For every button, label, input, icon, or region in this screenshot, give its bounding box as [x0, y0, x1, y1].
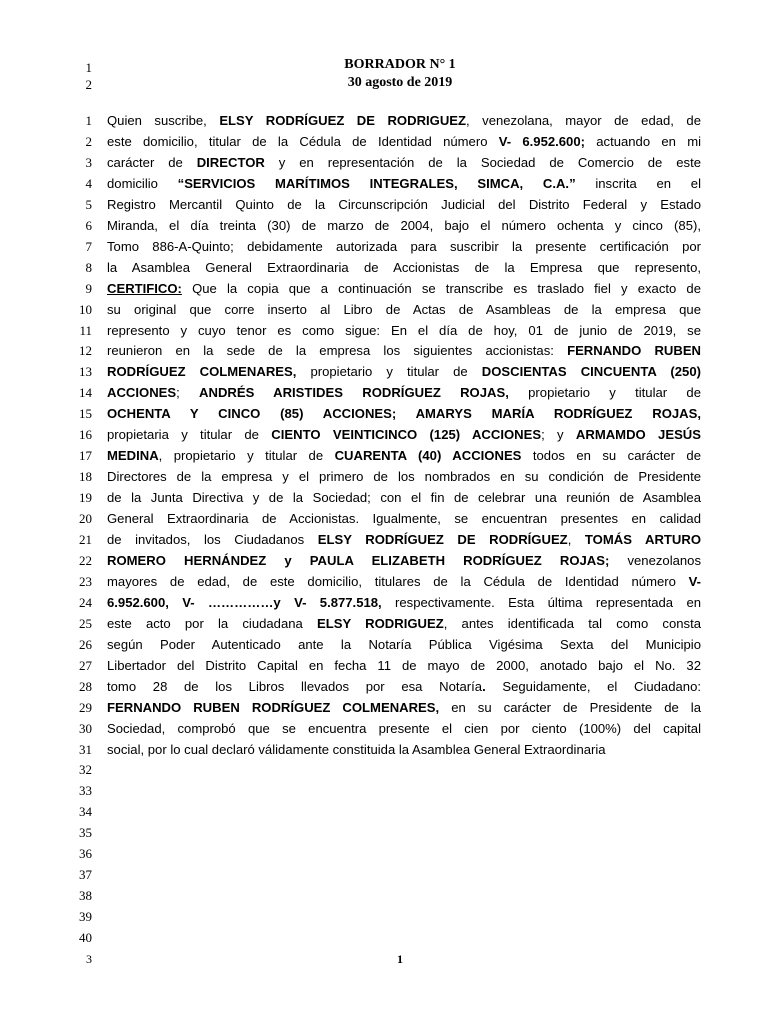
text-segment: todos en su carácter de	[521, 448, 701, 464]
text-segment: Libertador del Distrito Capital en fecha 11 de mayo de 2000, anotado bajo el No. 32	[107, 657, 701, 673]
text-line	[0, 215, 768, 236]
text-line	[0, 843, 768, 864]
text-segment: , venezolana, mayor de edad, de	[466, 113, 701, 128]
text-line	[0, 759, 768, 780]
text-line	[0, 613, 768, 634]
text-segment: Que la copia que a continuación se transcribe es traslado fiel y exacto de	[181, 280, 701, 296]
bold-text: TOMÁS ARTURO	[584, 532, 702, 547]
line-number: 33	[79, 783, 92, 799]
line-text	[107, 361, 701, 382]
text-segment: este domicilio, titular de la Cédula de Identidad número	[107, 133, 499, 149]
line-number: 27	[79, 657, 92, 673]
line-text	[107, 110, 701, 131]
line-number: 24	[79, 594, 92, 610]
line-text	[107, 236, 701, 257]
text-line	[0, 676, 768, 697]
line-number: 14	[79, 385, 92, 401]
text-segment: propietario y titular de	[296, 364, 482, 380]
line-text	[107, 592, 701, 613]
text-segment: venezolanos	[609, 552, 701, 568]
text-segment: inscrita en el	[575, 175, 701, 191]
text-segment: Miranda, el día treinta (30) de marzo de 2004, bajo el número ochenta y cinco (85),	[107, 217, 701, 233]
bold-text: CERTIFICO:	[107, 280, 182, 296]
text-segment: respectivamente. Esta última representada en	[381, 594, 702, 610]
line-text	[107, 173, 701, 194]
document-date: 30 agosto de 2019	[347, 75, 453, 90]
text-segment: social, por lo cual declaró válidamente constituida la Asamblea General Extraordinaria	[107, 741, 606, 757]
text-segment: tomo 28 de los Libros llevados por esa Notaría	[107, 678, 483, 694]
line-text	[107, 571, 701, 592]
text-segment: propietario y titular de	[508, 385, 701, 401]
line-number: 16	[79, 427, 92, 443]
text-segment: Sociedad, comprobó que se encuentra presente el cien por ciento (100%) del capital	[107, 720, 701, 736]
bold-text: CIENTO VEINTICINCO (125) ACCIONES	[271, 427, 542, 443]
bold-text: MEDINA	[107, 448, 159, 464]
bold-text: ELSY RODRÍGUEZ DE RODRIGUEZ	[219, 113, 467, 128]
header-line-number: 2	[85, 77, 92, 92]
text-line	[0, 131, 768, 152]
line-text	[107, 676, 701, 697]
text-segment: y en representación de la Sociedad de Comercio de este	[264, 154, 701, 170]
line-text	[107, 634, 701, 655]
text-segment: ; y	[541, 427, 576, 443]
text-segment: en su carácter de Presidente de la	[439, 699, 702, 715]
text-line	[0, 466, 768, 487]
line-number: 3	[85, 154, 92, 170]
text-line	[0, 403, 768, 424]
bold-text: ANDRÉS ARISTIDES RODRÍGUEZ ROJAS,	[199, 385, 509, 401]
text-line	[0, 550, 768, 571]
text-segment: de la Junta Directiva y de la Sociedad; con el fin de celebrar una reunión de Asamblea	[107, 490, 701, 506]
text-segment: actuando en mi	[584, 133, 702, 149]
bold-text: 6.952.600, V- ……………y V- 5.877.518,	[107, 594, 382, 610]
line-text	[107, 529, 701, 550]
text-line	[0, 864, 768, 885]
line-number: 26	[79, 636, 92, 652]
text-segment: su original que corre inserto al Libro de Actas de Asambleas de la empresa que	[107, 301, 701, 317]
bold-text: OCHENTA Y CINCO (85) ACCIONES; AMARYS MARÍA RODRÍGUEZ ROJAS,	[107, 406, 701, 422]
line-number: 9	[85, 280, 92, 296]
line-number: 22	[79, 552, 92, 568]
line-number: 7	[85, 238, 92, 254]
text-segment: de invitados, los Ciudadanos	[107, 532, 318, 547]
bold-text: ROMERO HERNÁNDEZ y PAULA ELIZABETH RODRÍGUEZ ROJAS;	[107, 552, 610, 568]
line-text	[107, 424, 701, 445]
line-number: 10	[79, 301, 92, 317]
bold-text: FERNANDO RUBEN RODRÍGUEZ COLMENARES,	[107, 699, 440, 715]
text-segment: ,	[567, 532, 585, 547]
line-text	[107, 278, 701, 299]
text-segment: propietaria y titular de	[107, 427, 272, 443]
line-text	[107, 299, 701, 320]
text-segment: reunieron en la sede de la empresa los siguientes accionistas:	[107, 343, 568, 359]
text-line	[0, 885, 768, 906]
text-segment: General Extraordinaria de Accionistas. Igualmente, se encuentran presentes en calidad	[107, 511, 701, 527]
bold-text: V- 6.952.600;	[498, 133, 585, 149]
text-line	[0, 278, 768, 299]
text-line	[0, 927, 768, 948]
bold-text: RODRÍGUEZ COLMENARES,	[107, 364, 297, 380]
line-number: 38	[79, 888, 92, 904]
line-number: 40	[79, 930, 92, 946]
text-line	[0, 299, 768, 320]
line-number: 13	[79, 364, 92, 380]
line-text	[107, 508, 701, 529]
text-line	[0, 340, 768, 361]
line-number: 23	[79, 573, 92, 589]
line-number: 11	[79, 322, 92, 338]
page-number: 1	[397, 952, 403, 966]
text-segment: Tomo 886-A-Quinto; debidamente autorizada para suscribir la presente certificación por	[107, 238, 701, 254]
text-line	[0, 257, 768, 278]
line-text	[107, 613, 701, 634]
line-number: 19	[79, 490, 92, 506]
text-segment: Registro Mercantil Quinto de la Circunscripción Judicial del Distrito Federal y Estado	[107, 196, 701, 212]
line-text	[107, 550, 701, 571]
text-line	[0, 780, 768, 801]
bold-text: “SERVICIOS MARÍTIMOS INTEGRALES, SIMCA, C.A.”	[177, 175, 576, 191]
line-text	[107, 403, 701, 424]
text-segment: Quien suscribe,	[107, 113, 220, 128]
line-number: 35	[79, 825, 92, 841]
text-line	[0, 382, 768, 403]
line-number: 1	[85, 113, 92, 128]
text-line	[0, 571, 768, 592]
text-segment: , antes identificada tal como consta	[443, 615, 702, 631]
line-number: 20	[79, 511, 92, 527]
text-segment: carácter de	[107, 154, 197, 170]
text-line	[0, 173, 768, 194]
text-line	[0, 194, 768, 215]
text-segment: este acto por la ciudadana	[107, 615, 317, 631]
text-line	[0, 320, 768, 341]
text-line	[0, 906, 768, 927]
line-number: 21	[79, 532, 92, 547]
line-number: 28	[79, 678, 92, 694]
line-text	[107, 697, 701, 718]
bold-text: FERNANDO RUBEN	[567, 343, 702, 359]
document-title: BORRADOR N° 1	[344, 57, 456, 72]
line-number: 25	[79, 615, 92, 631]
text-line	[0, 529, 768, 550]
text-segment: según Poder Autenticado ante la Notaría Pública Vigésima Sexta del Municipio	[107, 636, 701, 652]
text-line	[0, 236, 768, 257]
text-line	[0, 592, 768, 613]
text-line	[0, 508, 768, 529]
text-line	[0, 152, 768, 173]
bold-text: ARMAMDO JESÚS	[575, 427, 701, 443]
line-number: 31	[79, 741, 92, 757]
line-number: 39	[79, 909, 92, 925]
text-line	[0, 634, 768, 655]
text-segment: ;	[176, 385, 200, 401]
text-line	[0, 739, 768, 760]
text-segment: represento y cuyo tenor es como sigue: En el día de hoy, 01 de junio de 2019, se	[107, 322, 701, 338]
bold-text: .	[482, 678, 486, 694]
bold-text: V-	[688, 573, 701, 589]
bold-text: DIRECTOR	[196, 154, 265, 170]
text-line	[0, 697, 768, 718]
line-text	[107, 445, 701, 466]
text-line	[0, 445, 768, 466]
line-text	[107, 215, 701, 236]
line-text	[107, 194, 701, 215]
line-number: 30	[79, 720, 92, 736]
line-text	[107, 466, 701, 487]
line-text	[107, 655, 701, 676]
text-line	[0, 801, 768, 822]
line-number: 8	[85, 259, 92, 275]
line-number: 5	[85, 196, 92, 212]
text-line	[0, 424, 768, 445]
line-text	[107, 487, 701, 508]
line-text	[107, 340, 701, 361]
line-text	[107, 739, 701, 760]
line-number: 34	[79, 804, 92, 820]
text-line	[0, 655, 768, 676]
line-number: 4	[85, 175, 92, 191]
bold-text: ACCIONES	[107, 385, 177, 401]
text-segment: mayores de edad, de este domicilio, titulares de la Cédula de Identidad número	[107, 573, 689, 589]
text-segment: Directores de la empresa y el primero de los nombrados en su condición de Presidente	[107, 469, 701, 485]
line-text	[107, 152, 701, 173]
line-text	[107, 320, 701, 341]
bold-text: CUARENTA (40) ACCIONES	[334, 448, 522, 464]
text-segment: Seguidamente, el Ciudadano:	[485, 678, 701, 694]
text-line	[0, 822, 768, 843]
text-line	[0, 361, 768, 382]
text-segment: , propietario y titular de	[158, 448, 335, 464]
line-number: 15	[79, 406, 92, 422]
line-text	[107, 131, 701, 152]
line-number: 18	[79, 469, 92, 485]
line-number: 29	[79, 699, 92, 715]
text-line	[0, 487, 768, 508]
line-number: 12	[79, 343, 92, 359]
bold-text: DOSCIENTAS CINCUENTA (250)	[481, 364, 701, 380]
line-number: 32	[79, 762, 92, 778]
text-line	[0, 110, 768, 131]
text-segment: la Asamblea General Extraordinaria de Accionistas de la Empresa que represento,	[107, 259, 701, 275]
line-number: 17	[79, 448, 92, 464]
line-number: 6	[85, 217, 92, 233]
line-number: 37	[79, 867, 92, 883]
line-text	[107, 257, 701, 278]
bold-text: ELSY RODRÍGUEZ DE RODRÍGUEZ	[317, 532, 568, 547]
header-line-number: 1	[85, 60, 92, 75]
bold-text: ELSY RODRIGUEZ	[317, 615, 444, 631]
line-number: 36	[79, 846, 92, 862]
text-segment: domicilio	[107, 175, 178, 191]
line-text	[107, 382, 701, 403]
footer-line-number: 3	[86, 952, 92, 966]
text-line	[0, 718, 768, 739]
line-text	[107, 718, 701, 739]
line-number: 2	[85, 133, 92, 149]
